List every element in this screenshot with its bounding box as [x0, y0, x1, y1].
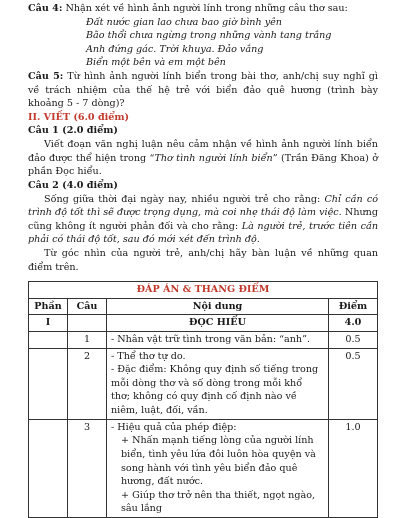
question-5-text: Từ hình ảnh người lính biển trong bài thơ, anh/chị suy nghĩ gì về trách nhiệm của thế hệ trẻ với biển đảo quê hương (trình bày khoảng 5 - 7 dòng)? [28, 71, 378, 110]
table-row [29, 348, 378, 419]
writing-question-1-label: Câu 1 (2.0 điểm) [28, 125, 118, 137]
answer-line: + Nhấn mạnh tiếng lòng của người lính biển, tình yêu lứa đôi luôn hòa quyện và song hành với tình yêu biển đảo quê hương, đất nước. [121, 435, 316, 488]
writing-question-1-text [28, 138, 378, 179]
section-2-title: II. VIẾT (6.0 điểm) [28, 111, 130, 123]
text-segment: Viết đoạn văn nghị luận nêu cảm nhận về hình ảnh người lính biển đảo được thể hiện trong “ [28, 139, 378, 164]
answer-score: 0.5 [329, 348, 378, 419]
answer-line: - Đặc điểm: Không quy định số tiếng trong mỗi dòng thơ và số dòng trong mỗi khổ thơ; không có quy định cố định nào về niêm, luật, đối, vần. [111, 364, 319, 417]
question-4-label: Câu 4: [28, 3, 63, 14]
answer-content [107, 332, 329, 349]
answer-content [107, 348, 329, 419]
poem-line: Đất nước gian lao chưa bao giờ bình yên [86, 16, 282, 28]
table-row [29, 315, 378, 332]
question-number: 1 [68, 332, 107, 349]
question-number: 3 [68, 419, 107, 517]
header-noidung: Nội dung [107, 298, 329, 315]
writing-question-2-prompt: Từ góc nhìn của người trẻ, anh/chị hãy bàn luận về những quan điểm trên. [28, 247, 378, 273]
header-diem: Điểm [329, 298, 378, 315]
quoted-view-1: Chỉ cần có trình độ tốt thì sẽ được trọng dụng, mà coi nhẹ thái độ làm việc. [28, 193, 378, 219]
text-segment: ” (Trần Đăng Khoa) ở phần Đọc hiểu. [28, 152, 378, 178]
poem-title: Thơ tình người lính biển [154, 152, 273, 164]
answer-line: - Nhân vật trữ tình trong văn bản: “anh”. [111, 334, 311, 346]
poem-line: Biển một bên và em một bên [86, 57, 226, 69]
question-4 [28, 2, 378, 16]
empty-cell [29, 332, 68, 349]
poem-excerpt [86, 16, 378, 70]
section-name: ĐỌC HIỂU [107, 315, 329, 332]
quoted-view-2: Là người trẻ, trước tiên cần phải có thái độ tốt, sau đó mới xét đến trình độ. [28, 220, 378, 246]
answer-score: 1.0 [329, 419, 378, 517]
text-segment: Sống giữa thời đại ngày nay, nhiều người trẻ cho rằng: [44, 193, 325, 205]
question-4-text: Nhận xét về hình ảnh người lính trong những câu thơ sau: [65, 3, 348, 14]
answer-table-title: ĐÁP ÁN & THANG ĐIỂM [29, 282, 378, 299]
writing-question-2-text [28, 193, 378, 247]
text-segment: Nhưng cũng không ít người phản đối và cho rằng: [28, 207, 378, 232]
answer-line: - Hiệu quả của phép điệp: [111, 421, 237, 433]
answer-table-header-row [29, 298, 378, 315]
answer-table-title-row [29, 282, 378, 299]
writing-question-2-label: Câu 2 (4.0 điểm) [28, 179, 118, 191]
empty-cell [68, 315, 107, 332]
empty-cell [29, 348, 68, 419]
question-number: 2 [68, 348, 107, 419]
header-phan: Phần [29, 298, 68, 315]
answer-line: - Thể thơ tự do. [111, 350, 186, 362]
answer-line: + Giúp thơ trở nên tha thiết, ngọt ngào, sâu lắng [121, 489, 316, 515]
question-5-label: Câu 5: [28, 71, 64, 83]
answer-score: 0.5 [329, 332, 378, 349]
answer-content [107, 419, 329, 517]
section-number: I [29, 315, 68, 332]
section-score: 4.0 [329, 315, 378, 332]
poem-line: Anh đứng gác. Trời khuya. Đảo vắng [86, 43, 264, 55]
header-cau: Câu [68, 298, 107, 315]
table-row [29, 419, 378, 517]
poem-line: Bão thổi chưa ngừng trong những vành tang trắng [86, 30, 332, 42]
table-row [29, 332, 378, 349]
question-5 [28, 70, 378, 111]
empty-cell [29, 419, 68, 517]
